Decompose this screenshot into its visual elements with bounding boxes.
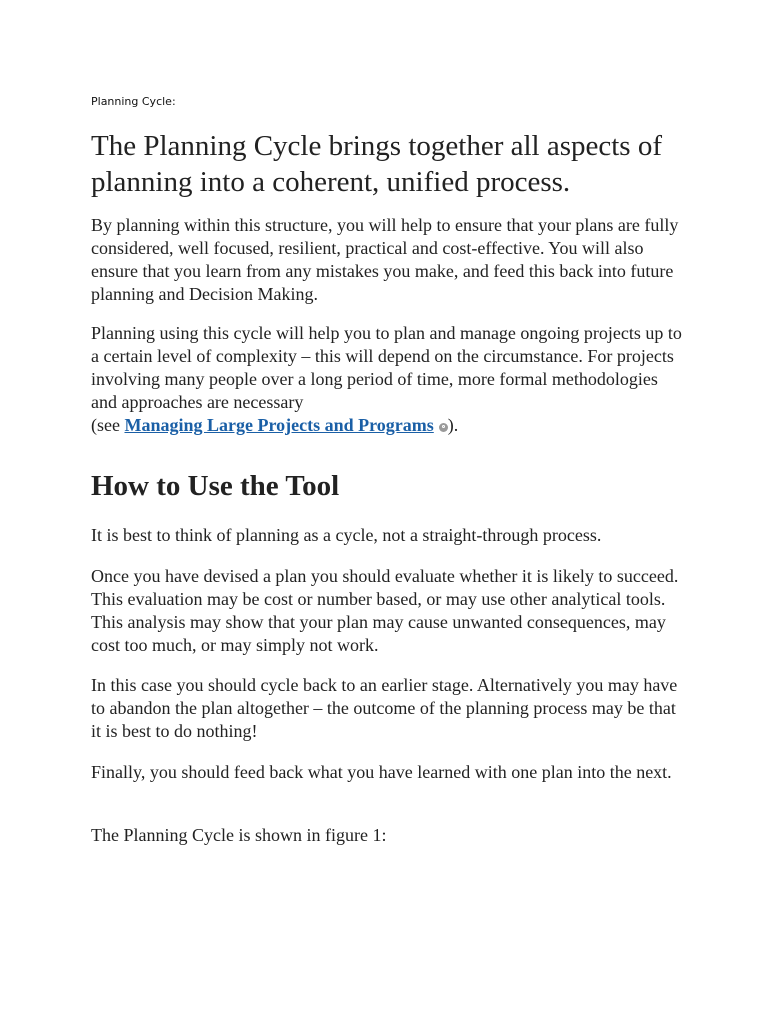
lead-statement: The Planning Cycle brings together all aspects of planning into a coherent, unified process. — [91, 130, 662, 198]
document-label: Planning Cycle: — [91, 95, 176, 108]
paragraph-cycle: It is best to think of planning as a cycle, not a straight-through process. — [91, 525, 602, 545]
paragraph-complexity — [91, 322, 683, 437]
paragraph-evaluate: Once you have devised a plan you should evaluate whether it is likely to succeed. This evaluation may be cost or number based, or may use other analytical tools. This analysis may show that your plan may cause unwanted consequences, may cost too much, or may simply not work. — [91, 566, 679, 655]
section-heading: How to Use the Tool — [91, 470, 340, 502]
see-prefix: (see — [91, 415, 125, 435]
paragraph-cycle-back: In this case you should cycle back to an earlier stage. Alternatively you may have to abandon the plan altogether – the outcome of the planning process may be that it is best to do nothing! — [91, 675, 678, 741]
paragraph-feedback: Finally, you should feed back what you have learned with one plan into the next. — [91, 762, 672, 782]
paragraph-structure: By planning within this structure, you will help to ensure that your plans are fully considered, well focused, resilient, practical and cost-effective. You will also ensure that you learn from any mistakes you make, and feed this back into future planning and Decision Making. — [91, 215, 679, 304]
paragraph-complexity-text: Planning using this cycle will help you to plan and manage ongoing projects up to a certain level of complexity – this will depend on the circumstance. For projects involving many people over a long period of time, more formal methodologies and approaches are necessary — [91, 323, 682, 412]
external-link-icon[interactable] — [439, 423, 448, 432]
see-suffix: ). — [447, 415, 459, 435]
paragraph-figure-ref: The Planning Cycle is shown in figure 1: — [91, 825, 387, 845]
managing-large-projects-link[interactable]: Managing Large Projects and Programs — [124, 415, 434, 435]
